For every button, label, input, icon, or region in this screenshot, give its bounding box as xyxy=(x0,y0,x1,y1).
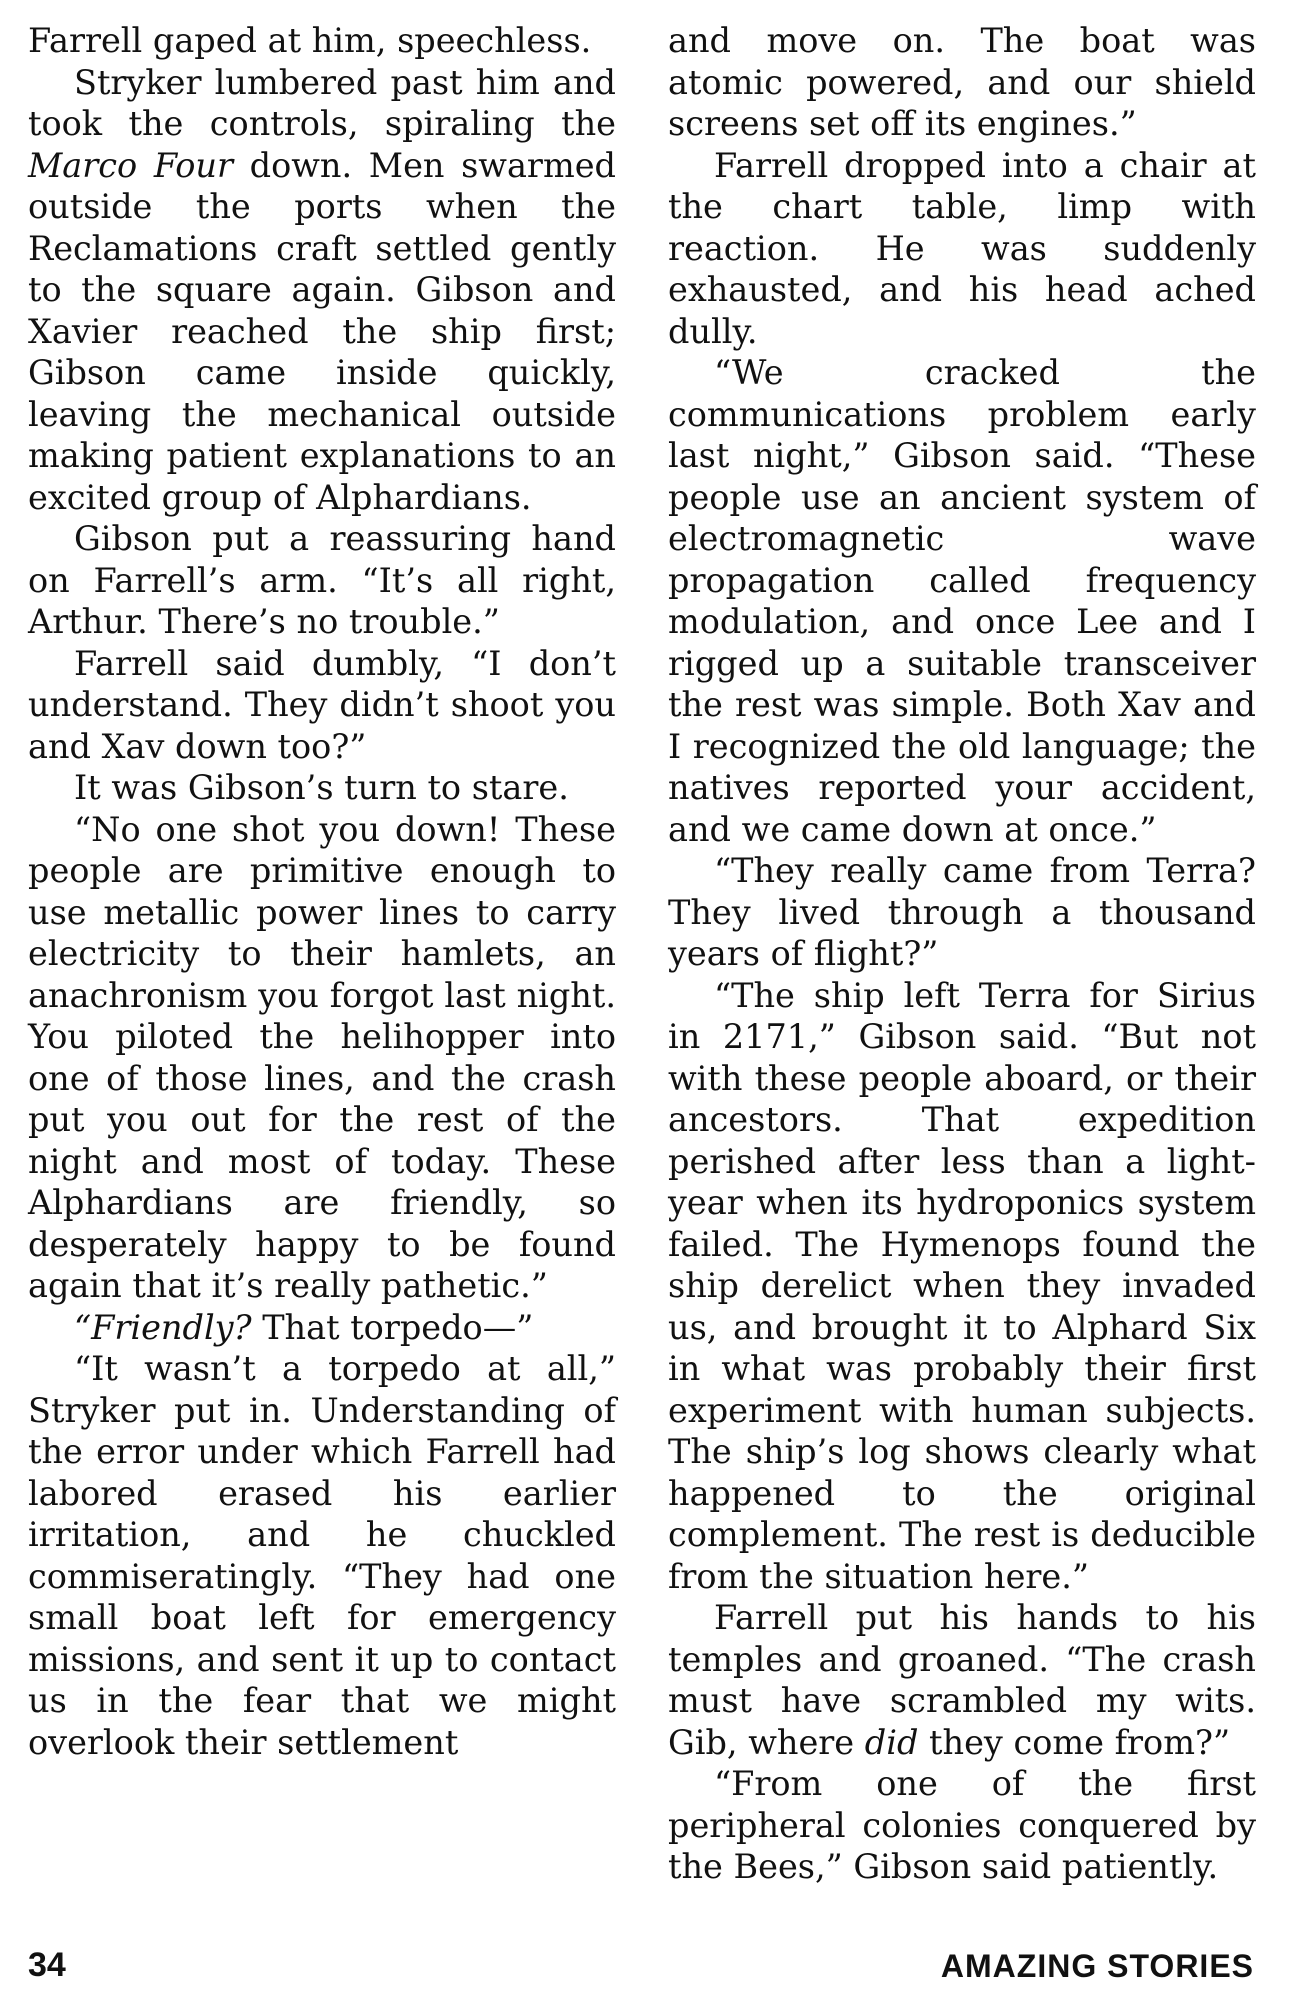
paragraph xyxy=(28,643,616,768)
paragraph-text: “We cracked the communications problem early last night,” Gibson said. “These people use an ancient system of electromagnetic wave propagation called frequency modulation, and once Lee and I rigged up a suitable transceiver the rest was simple. Both Xav and I recognized the old language; the natives reported your accident, and we came down at once.” xyxy=(668,353,1256,849)
paragraph xyxy=(668,145,1256,353)
page-footer xyxy=(28,1946,1254,1990)
paragraph-text: “They really came from Terra? They lived through a thousand years of flight?” xyxy=(668,851,1256,973)
paragraph-text: “No one shot you down! These people are primitive enough to use metallic power lines to carry electricity to their hamlets, an anachronism you forgot last night. You piloted the helihopper into one of those lines, and the crash put you out for the rest of the night and most of today. These Alphardians are friendly, so desperately happy to be found again that it’s really pathetic.” xyxy=(28,809,616,1305)
paragraph-text: Farrell dropped into a chair at the chart table, limp with reaction. He was suddenly exhausted, and his head ached dully. xyxy=(668,145,1256,351)
paragraph-text: “The ship left Terra for Sirius in 2171,” Gibson said. “But not with these people aboard, or their ancestors. That expedition perished after less than a light-year when its hydroponics system failed. The Hymenops found the ship derelict when they invaded us, and brought it to Alphard Six in what was probably their first experiment with human subjects. The ship’s log shows clearly what happened to the original complement. The rest is deducible from the situation here.” xyxy=(668,975,1256,1596)
paragraph xyxy=(28,1307,616,1349)
paragraph-text: and move on. The boat was atomic powered, and our shield screens set off its engines.” xyxy=(668,21,1256,143)
paragraph-text: Gibson put a reassuring hand on Farrell’s arm. “It’s all right, Arthur. There’s no trouble.” xyxy=(28,519,616,641)
italic-text: Marco Four xyxy=(28,145,234,185)
paragraph xyxy=(668,1597,1256,1763)
paragraph-text: “It wasn’t a torpedo at all,” Stryker put in. Understanding of the error under which Farrell had labored erased his earlier irritation, and he chuckled commiseratingly. “They had one small boat left for emergency missions, and sent it up to contact us in the fear that we might overlook their settlement xyxy=(28,1349,616,1762)
paragraph xyxy=(28,20,616,62)
paragraph xyxy=(28,809,616,1307)
paragraph-text: they come from?” xyxy=(918,1722,1231,1762)
paragraph xyxy=(668,975,1256,1598)
paragraph-text: That torpedo—” xyxy=(251,1307,534,1347)
right-text-column xyxy=(668,20,1256,1888)
paragraph xyxy=(28,62,616,519)
italic-text: did xyxy=(864,1722,919,1762)
magazine-title: AMAZING STORIES xyxy=(940,1948,1254,1984)
paragraph xyxy=(28,518,616,643)
paragraph-text: Farrell gaped at him, speechless. xyxy=(28,21,592,60)
paragraph xyxy=(668,850,1256,975)
paragraph-text: It was Gibson’s turn to stare. xyxy=(74,768,569,807)
paragraph-text: “From one of the first peripheral colonies conquered by the Bees,” Gibson said patiently. xyxy=(668,1764,1256,1886)
paragraph xyxy=(668,1763,1256,1888)
paragraph-text: down. Men swarmed outside the ports when the Reclamations craft settled gently to the square again. Gibson and Xavier reached the ship first; Gibson came inside quickly, leaving the mechanical outside making patient explanations to an excited group of Alphardians. xyxy=(28,145,616,517)
paragraph xyxy=(668,352,1256,850)
paragraph xyxy=(28,1348,616,1763)
left-text-column xyxy=(28,20,616,1763)
paragraph xyxy=(28,767,616,809)
italic-text: “Friendly? xyxy=(74,1307,252,1347)
paragraph-text: Farrell said dumbly, “I don’t understand. They didn’t shoot you and Xav down too?” xyxy=(28,643,616,766)
page-number: 34 xyxy=(28,1946,66,1984)
paragraph xyxy=(668,20,1256,145)
paragraph-text: Farrell put his hands to his temples and groaned. “The crash must have scrambled my wits. Gib, where xyxy=(668,1598,1256,1762)
paragraph-text: Stryker lumbered past him and took the controls, spiraling the xyxy=(28,62,616,143)
